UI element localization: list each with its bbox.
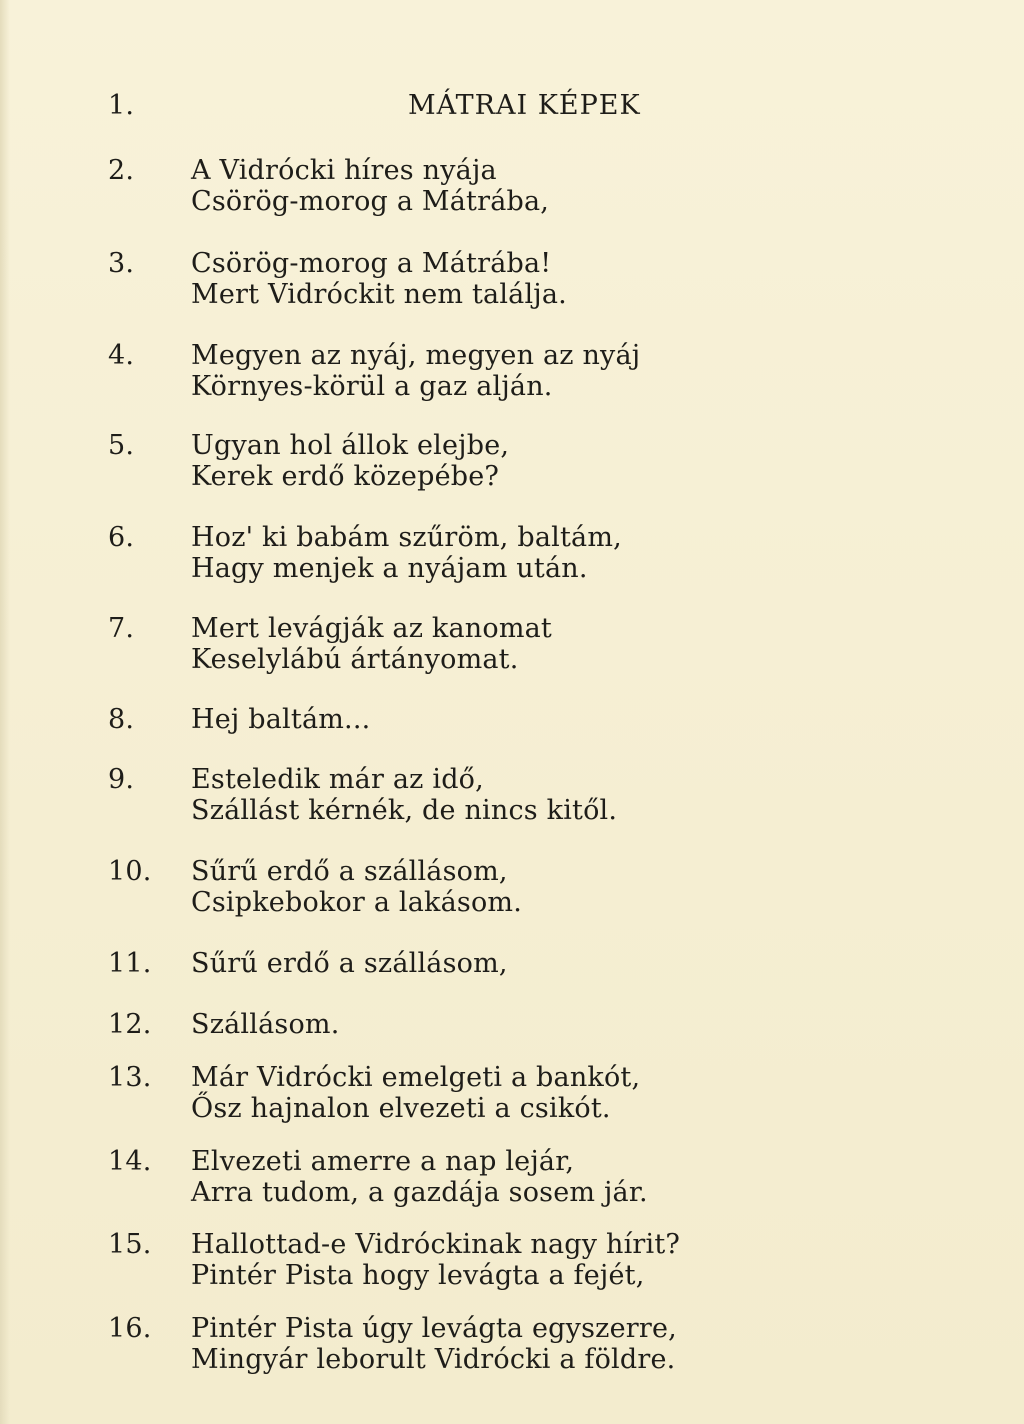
verse-number: 5. bbox=[108, 430, 135, 461]
verse-lines bbox=[191, 764, 911, 826]
verse-number: 12. bbox=[108, 1009, 152, 1040]
verse-number: 15. bbox=[108, 1229, 152, 1260]
verse-lines bbox=[191, 1229, 911, 1291]
verse-line: Esteledik már az idő, bbox=[191, 764, 484, 795]
verse-line: Mingyár leborult Vidrócki a földre. bbox=[191, 1344, 676, 1375]
verse-line: Elvezeti amerre a nap lejár, bbox=[191, 1146, 575, 1177]
verse-line: Pintér Pista úgy levágta egyszerre, bbox=[191, 1313, 677, 1344]
verse-number: 2. bbox=[108, 155, 135, 186]
verse-number: 8. bbox=[108, 704, 135, 735]
verse-line: Szállásom. bbox=[191, 1009, 340, 1040]
verse-line: Hagy menjek a nyájam után. bbox=[191, 553, 588, 584]
page-title: MÁTRAI KÉPEK bbox=[408, 90, 641, 121]
verse-number: 1. bbox=[108, 90, 135, 121]
verse-line: Mert Vidróckit nem találja. bbox=[191, 279, 567, 310]
verse-line: Környes-körül a gaz alján. bbox=[191, 371, 553, 402]
verse-number: 11. bbox=[108, 948, 152, 979]
verse-number: 14. bbox=[108, 1146, 152, 1177]
verse-number: 10. bbox=[108, 856, 152, 887]
verse-lines bbox=[191, 1313, 911, 1375]
verse-line: Szállást kérnék, de nincs kitől. bbox=[191, 795, 618, 826]
verse-number: 9. bbox=[108, 764, 135, 795]
verse-number: 6. bbox=[108, 522, 135, 553]
verse-line: Ugyan hol állok elejbe, bbox=[191, 430, 510, 461]
verse-lines bbox=[191, 1009, 911, 1040]
verse-line: Pintér Pista hogy levágta a fejét, bbox=[191, 1260, 645, 1291]
verse-line: Hallottad-e Vidróckinak nagy hírit? bbox=[191, 1229, 681, 1260]
verse-lines bbox=[191, 613, 911, 675]
verse-lines bbox=[191, 1062, 911, 1124]
verse-number: 13. bbox=[108, 1062, 152, 1093]
verse-line: Ősz hajnalon elvezeti a csikót. bbox=[191, 1093, 611, 1124]
verse-line: Hej baltám... bbox=[191, 704, 371, 735]
verse-lines bbox=[191, 155, 911, 217]
verse-lines bbox=[191, 522, 911, 584]
verse-line: Csörög-morog a Mátrába! bbox=[191, 248, 552, 279]
verse-line: Megyen az nyáj, megyen az nyáj bbox=[191, 340, 641, 371]
verse-line: Csipkebokor a lakásom. bbox=[191, 887, 522, 918]
verse-line: Keselylábú ártányomat. bbox=[191, 644, 519, 675]
verse-line: Sűrű erdő a szállásom, bbox=[191, 856, 508, 887]
verse-lines bbox=[191, 704, 911, 735]
verse-lines bbox=[191, 430, 911, 492]
page-edge-shadow bbox=[0, 0, 10, 1424]
verse-lines bbox=[191, 248, 911, 310]
verse-line: Hoz' ki babám szűröm, baltám, bbox=[191, 522, 622, 553]
verse-line: Már Vidrócki emelgeti a bankót, bbox=[191, 1062, 641, 1093]
verse-line: Sűrű erdő a szállásom, bbox=[191, 948, 508, 979]
verse-number: 16. bbox=[108, 1313, 152, 1344]
verse-lines bbox=[191, 340, 911, 402]
verse-line: A Vidrócki híres nyája bbox=[191, 155, 497, 186]
verse-line: Kerek erdő közepébe? bbox=[191, 461, 500, 492]
verse-number: 7. bbox=[108, 613, 135, 644]
verse-line: Arra tudom, a gazdája sosem jár. bbox=[191, 1177, 648, 1208]
verse-lines bbox=[191, 948, 911, 979]
verse-lines bbox=[191, 1146, 911, 1208]
verse-number: 4. bbox=[108, 340, 135, 371]
verse-lines bbox=[191, 856, 911, 918]
verse-number: 3. bbox=[108, 248, 135, 279]
verse-line: Mert levágják az kanomat bbox=[191, 613, 552, 644]
verse-line: Csörög-morog a Mátrába, bbox=[191, 186, 550, 217]
